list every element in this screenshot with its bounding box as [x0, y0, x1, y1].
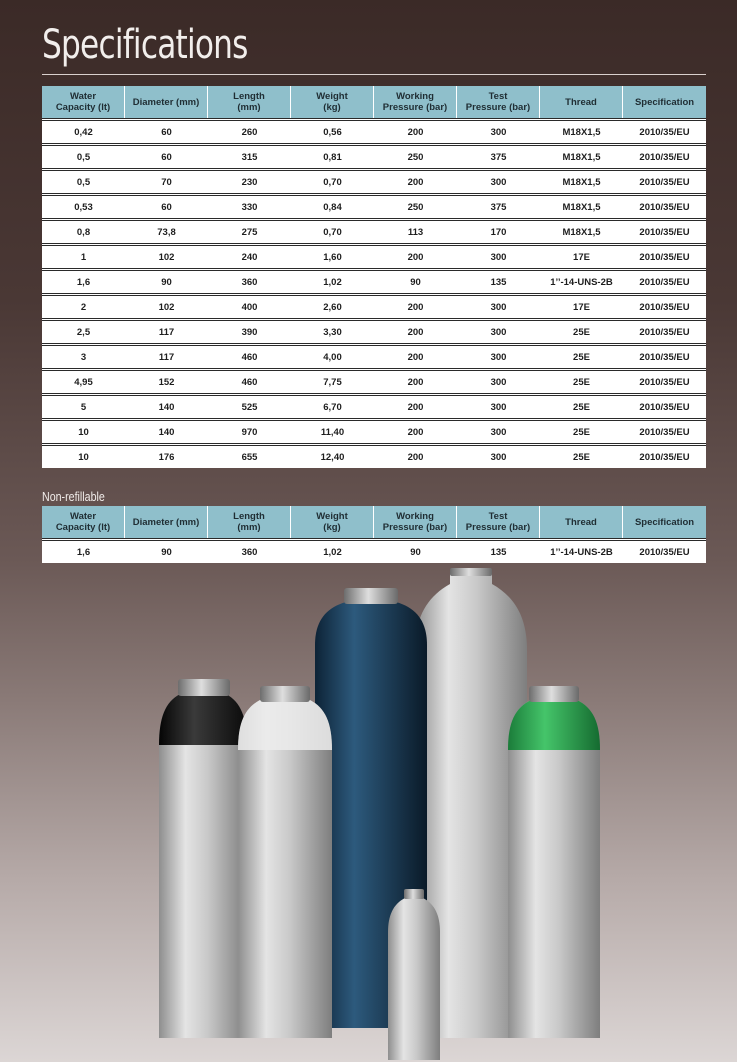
table-cell: 140	[125, 421, 208, 446]
table-cell: 170	[457, 221, 540, 246]
column-header	[208, 86, 291, 118]
table-cell: 176	[158, 451, 175, 463]
table-row	[42, 146, 706, 171]
table-row	[42, 271, 706, 296]
table-cell: 2010/35/EU	[623, 171, 706, 196]
table-cell: 1’’-14-UNS-2B	[540, 538, 623, 563]
table-cell: 300	[457, 346, 540, 371]
table-cell: 200	[374, 346, 457, 371]
table-cell: 60	[125, 118, 208, 146]
table-cell: 230	[208, 171, 291, 196]
column-header	[125, 86, 208, 118]
table-cell: 200	[374, 321, 457, 346]
white-shoulder-cylinder	[238, 686, 332, 1038]
column-header	[623, 506, 706, 538]
table-cell: 25E	[573, 451, 590, 463]
table-cell: 0,81	[291, 146, 374, 171]
table-cell: 25E	[540, 421, 623, 446]
table-row	[42, 118, 706, 146]
table-cell: 655	[241, 451, 258, 463]
table-cell: 0,42	[42, 118, 125, 146]
table-cell: 2010/35/EU	[623, 321, 706, 346]
column-header-text: Capacity (lt)	[55, 522, 111, 533]
table-cell: 11,40	[291, 421, 374, 446]
table-cell: 3,30	[291, 321, 374, 346]
table-cell: 2,60	[291, 296, 374, 321]
table-cell: 17E	[540, 246, 623, 271]
table-cell: 2010/35/EU	[623, 246, 706, 271]
table-cell: 4,00	[291, 346, 374, 371]
column-header-text: Working	[396, 91, 434, 102]
column-header-text: Pressure (bar)	[465, 522, 531, 533]
table-cell: M18X1,5	[540, 221, 623, 246]
column-header	[291, 86, 374, 118]
table-cell: 25E	[540, 396, 623, 421]
table-cell: 90	[125, 538, 208, 563]
table-cell: 200	[374, 296, 457, 321]
table-cell: 200	[407, 451, 424, 463]
table-cell: 525	[208, 396, 291, 421]
table-cell: 117	[125, 346, 208, 371]
column-header-text: Length	[233, 511, 265, 522]
table-cell: 200	[374, 171, 457, 196]
table-cell: 117	[125, 321, 208, 346]
table-cell: 70	[125, 171, 208, 196]
table-header-row	[42, 86, 706, 118]
table-cell: 300	[457, 246, 540, 271]
title-divider	[42, 74, 706, 75]
table-cell: 17E	[540, 296, 623, 321]
table-cell: 2	[42, 296, 125, 321]
table-row	[42, 296, 706, 321]
table-cell: 102	[125, 246, 208, 271]
non-refillable-table	[42, 506, 706, 563]
table-cell: 1,60	[291, 246, 374, 271]
table-cell: 460	[208, 346, 291, 371]
column-header-text: Thread	[565, 96, 597, 108]
table-cell: 102	[125, 296, 208, 321]
table-cell: 6,70	[291, 396, 374, 421]
table-cell: 25E	[540, 346, 623, 371]
table-cell: 300	[457, 321, 540, 346]
column-header	[457, 506, 540, 538]
table-body	[42, 118, 706, 468]
table-row	[42, 246, 706, 271]
table-cell: 200	[374, 371, 457, 396]
column-header-text: Diameter (mm)	[132, 96, 200, 108]
table-cell: 0,56	[291, 118, 374, 146]
column-header-text: (kg)	[323, 102, 341, 113]
column-header-text: (kg)	[323, 522, 341, 533]
table-cell: 60	[125, 196, 208, 221]
table-row	[42, 321, 706, 346]
column-header	[374, 506, 457, 538]
table-cell: 140	[125, 396, 208, 421]
column-header-text: Water	[69, 511, 97, 522]
specifications-table	[42, 86, 706, 468]
table-cell: 2010/35/EU	[623, 146, 706, 171]
table-cell: 0,5	[42, 171, 125, 196]
table-cell: 25E	[540, 371, 623, 396]
table-cell: M18X1,5	[540, 118, 623, 146]
table-cell: 2010/35/EU	[623, 346, 706, 371]
table-cell: 1,02	[291, 271, 374, 296]
table-cell: 1,6	[42, 538, 125, 563]
table-cell: M18X1,5	[540, 146, 623, 171]
table-cell: 300	[457, 396, 540, 421]
column-header-text: Water	[69, 91, 97, 102]
page-title: Specifications	[42, 22, 248, 68]
column-header-text: Specification	[634, 96, 695, 108]
table-cell: 25E	[540, 321, 623, 346]
table-cell: 250	[374, 196, 457, 221]
column-header-text: (mm)	[237, 102, 261, 113]
table-cell: 360	[208, 538, 291, 563]
column-header-text: Length	[233, 91, 265, 102]
table-row	[42, 371, 706, 396]
table-cell: 400	[208, 296, 291, 321]
table-row	[42, 196, 706, 221]
green-shoulder-cylinder	[508, 686, 600, 1038]
table-cell: 970	[208, 421, 291, 446]
column-header	[623, 86, 706, 118]
table-cell: 0,70	[291, 171, 374, 196]
table-cell: 2010/35/EU	[623, 371, 706, 396]
column-header	[291, 506, 374, 538]
table-cell: 390	[208, 321, 291, 346]
table-cell: 135	[457, 271, 540, 296]
black-shoulder-cylinder	[159, 679, 247, 1038]
table-cell: 5	[42, 396, 125, 421]
table-cell: 2010/35/EU	[623, 538, 706, 563]
non-refillable-label: Non-refillable	[42, 489, 105, 504]
table-cell: 315	[208, 146, 291, 171]
table-cell: 2010/35/EU	[623, 196, 706, 221]
table-cell: 2010/35/EU	[623, 296, 706, 321]
table-cell: 300	[457, 171, 540, 196]
table-cell: 2010/35/EU	[623, 221, 706, 246]
table-cell: 7,75	[291, 371, 374, 396]
table-cell: 0,5	[42, 146, 125, 171]
column-header	[42, 506, 125, 538]
column-header-text: Diameter (mm)	[132, 516, 200, 528]
table-cell: 4,95	[42, 371, 125, 396]
table-cell: 113	[374, 221, 457, 246]
gas-cylinders-photo	[0, 560, 737, 1062]
column-header-text: Thread	[565, 516, 597, 528]
column-header-text: Capacity (lt)	[55, 102, 111, 113]
table-row	[42, 346, 706, 371]
table-cell: M18X1,5	[540, 196, 623, 221]
table-cell: 375	[457, 196, 540, 221]
table-row	[42, 446, 706, 468]
column-header	[540, 86, 623, 118]
table-row	[42, 171, 706, 196]
column-header	[540, 506, 623, 538]
table-cell: 0,84	[291, 196, 374, 221]
table-row	[42, 421, 706, 446]
table-row	[42, 221, 706, 246]
table-cell: 1	[42, 246, 125, 271]
table-cell: 60	[125, 146, 208, 171]
table-cell: 2010/35/EU	[639, 451, 690, 463]
table-cell: 2010/35/EU	[623, 271, 706, 296]
column-header-text: Test	[488, 91, 508, 102]
table-header-row	[42, 506, 706, 538]
column-header-text: Pressure (bar)	[382, 102, 448, 113]
table-cell: 90	[125, 271, 208, 296]
small-silver-cylinder	[388, 889, 440, 1060]
table-cell: 3	[42, 346, 125, 371]
table-cell: 360	[208, 271, 291, 296]
table-cell: 300	[457, 421, 540, 446]
table-cell: 12,40	[320, 451, 345, 463]
table-cell: 200	[374, 421, 457, 446]
table-cell: 250	[374, 146, 457, 171]
table-cell: 375	[457, 146, 540, 171]
table-cell: 0,70	[291, 221, 374, 246]
table-cell: 135	[457, 538, 540, 563]
table-cell: 460	[208, 371, 291, 396]
column-header-text: Pressure (bar)	[382, 522, 448, 533]
column-header	[42, 86, 125, 118]
table-cell: 240	[208, 246, 291, 271]
column-header-text: Weight	[316, 91, 348, 102]
table-cell: 1,02	[291, 538, 374, 563]
column-header	[125, 506, 208, 538]
table-cell: 300	[490, 451, 507, 463]
table-cell: 260	[208, 118, 291, 146]
table-cell: 300	[457, 296, 540, 321]
table-cell: 330	[208, 196, 291, 221]
table-row	[42, 396, 706, 421]
table-cell: 1’’-14-UNS-2B	[540, 271, 623, 296]
column-header	[457, 86, 540, 118]
table-cell: 300	[457, 118, 540, 146]
table-cell: 300	[457, 371, 540, 396]
table-cell: 152	[125, 371, 208, 396]
table-cell: 0,8	[42, 221, 125, 246]
column-header-text: Working	[396, 511, 434, 522]
column-header	[208, 506, 291, 538]
table-cell: 200	[374, 396, 457, 421]
column-header-text: Test	[488, 511, 508, 522]
table-cell: 275	[208, 221, 291, 246]
table-cell: 2010/35/EU	[623, 421, 706, 446]
table-cell: 90	[374, 271, 457, 296]
column-header-text: Pressure (bar)	[465, 102, 531, 113]
table-cell: 2010/35/EU	[623, 396, 706, 421]
table-cell: 0,53	[42, 196, 125, 221]
table-cell: 200	[374, 246, 457, 271]
column-header-text: Specification	[634, 516, 695, 528]
table-cell: 1,6	[42, 271, 125, 296]
table-cell: 2,5	[42, 321, 125, 346]
table-cell: 73,8	[125, 221, 208, 246]
table-cell: 10	[78, 451, 89, 463]
column-header	[374, 86, 457, 118]
table-cell: 200	[374, 118, 457, 146]
table-cell: 2010/35/EU	[623, 118, 706, 146]
column-header-text: (mm)	[237, 522, 261, 533]
table-cell: 90	[374, 538, 457, 563]
table-cell: 10	[42, 421, 125, 446]
column-header-text: Weight	[316, 511, 348, 522]
table-cell: M18X1,5	[540, 171, 623, 196]
